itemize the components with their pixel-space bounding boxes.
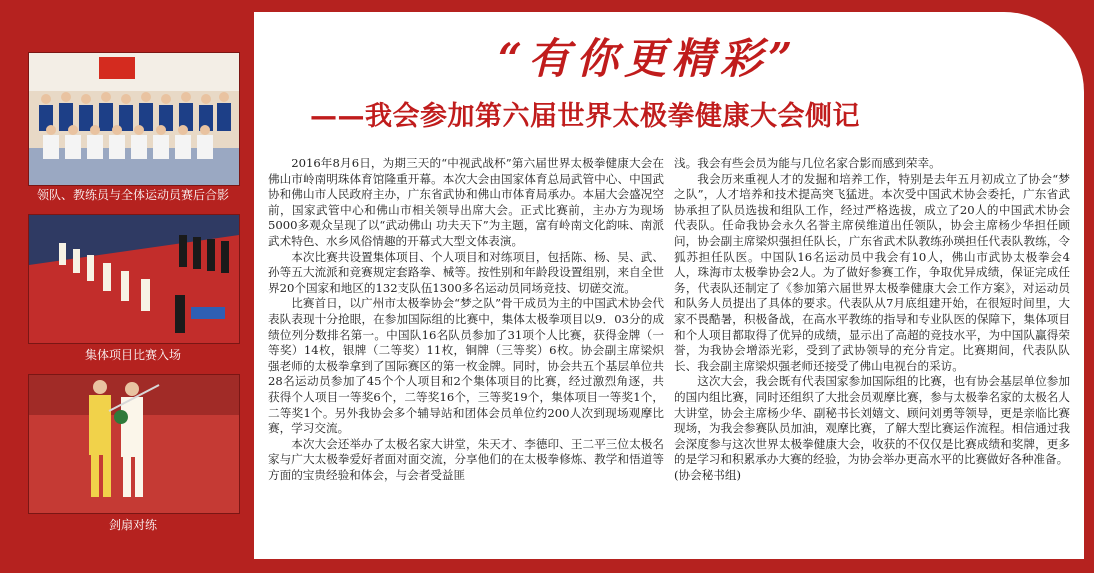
article-page (254, 12, 1084, 559)
article-column-left (268, 156, 664, 483)
paragraph-opening: 2016年8月6日，为期三天的“中视武战杯”第六届世界太极拳健康大会在佛山市岭南明珠体育馆隆重开幕。本次大会由国家体育总局武管中心、中国武协和佛山市人民政府主办，广东省武协和佛山市体育局承办。本届大会盛况空前，国家武管中心和佛山市相关领导出席大会。正式比赛前，主办方为现场5000多观众呈现了以“武动佛山 功夫天下”为主题，富有岭南文化韵味、南派武术特色、水乡风俗情趣的开幕式大型文体表演。 (268, 156, 664, 248)
photo-caption-entrance: 集体项目比赛入场 (84, 348, 181, 362)
page-frame (10, 10, 1084, 563)
paragraph-lecture-continued: 浅。我会有些会员为能与几位名家合影而感到荣幸。 (674, 156, 941, 170)
paragraph-team: 我会历来重视人才的发掘和培养工作，特别是去年五月初成立了协会“梦之队”，人才培养和技术提高突飞猛进。本次受中国武术协会委托，广东省武协承担了队员选拔和组队工作，经过严格选拔，成立了20人的中国武术协会代表队。任命我协会永久名誉主席侯维道出任领队，协会主席杨少华担任顾问，协会副主席梁炽强担任队长，广东省武术队教练孙瑛担任代表队教练，令狐苏担任队医。中国队16名运动员中我会有10人，佛山市武协太极拳会4人，珠海市太极拳协会2人。为了做好参赛工作，争取优异成绩，保证完成任务，代表队还制定了《参加第六届世界太极拳健康大会工作方案》，对运动员和队务人员提出了具体的要求。代表队从7月底组建开始，在很短时间里，大家不畏酷暑，积极备战，在高水平教练的指导和专业队医的保障下，集体项目和个人项目都取得了优异的成绩，显示出了高超的竞技水平，为中国队赢得荣誉，为我协会增添光彩，受到了武协领导的充分肯定。比赛期间，代表队队长、我会副主席梁炽强老师还接受了佛山电视台的采访。 (674, 171, 1070, 373)
photo-sidebar (10, 10, 250, 563)
paragraph-results: 比赛首日，以广州市太极拳协会“梦之队”骨干成员为主的中国武术协会代表队表现十分抢眼，在参加国际组的比赛中，集体太极拳项目以9．03分的成绩位列分数排名第一。中国队16名队员参加了31项个人比赛，获得金牌（一等奖）14枚，银牌（二等奖）11枚，铜牌（三等奖）6枚。协会副主席梁炽强老师的太极拳拿到了国际赛区的第一枚金牌。同时，协会共五个基层单位共28名运动员参加了45个个人项目和2个集体项目的比赛，经过激烈角逐，共获得个人项目一等奖6个，二等奖16个，三等奖19个，集体项目一等奖1个，二等奖1个。另外我协会多个辅导站和团体会员单位约200人次到现场观摩比赛，学习交流。 (268, 296, 664, 436)
paragraph-lecture: 本次大会还举办了太极名家大讲堂，朱天才、李德印、王二平三位太极名家与广大太极拳爱好者面对面交流，分享他们的在太极拳修炼、教学和悟道等方面的宝贵经验和体会，与会者受益匪 (268, 436, 664, 482)
article-column-right (674, 156, 1070, 483)
team-group-photo (28, 52, 240, 186)
photo-caption-sword-fan: 剑扇对练 (108, 518, 157, 532)
article-title-quote: “有你更精彩” (498, 34, 799, 83)
paragraph-summary: 这次大会，我会既有代表国家参加国际组的比赛，也有协会基层单位参加的国内组比赛，同时还组织了大批会员观摩比赛，参与太极拳名家的太极名人大讲堂，协会主席杨少华、副秘书长刘嬉文、顾问刘勇等领导，更是亲临比赛现场，为我会参赛队员加油，观摩比赛，了解大型比赛运作流程。相信通过我会深度参与这次世界太极拳健康大会，收获的不仅仅是比赛成绩和奖牌，更多的是学习和积累承办大赛的经验，为协会举办更高水平的比赛做好各种准备。 (674, 374, 1070, 467)
paragraph-events: 本次比赛共设置集体项目、个人项目和对练项目，包括陈、杨、吴、武、孙等五大流派和竞赛规定套路拳、械等。按性别和年龄段设置组别，来自全世界20个国家和地区的132支队伍1300多名运动员同场竞技、切磋交流。 (268, 249, 664, 295)
group-entrance-photo (28, 214, 240, 344)
photo-caption-team: 领队、教练员与全体运动员赛后合影 (36, 188, 229, 202)
article-signature: (协会秘书组) (674, 467, 742, 482)
article-title-main: ——我会参加第六届世界太极拳健康大会侧记 (310, 101, 860, 132)
sword-fan-photo (28, 374, 240, 514)
